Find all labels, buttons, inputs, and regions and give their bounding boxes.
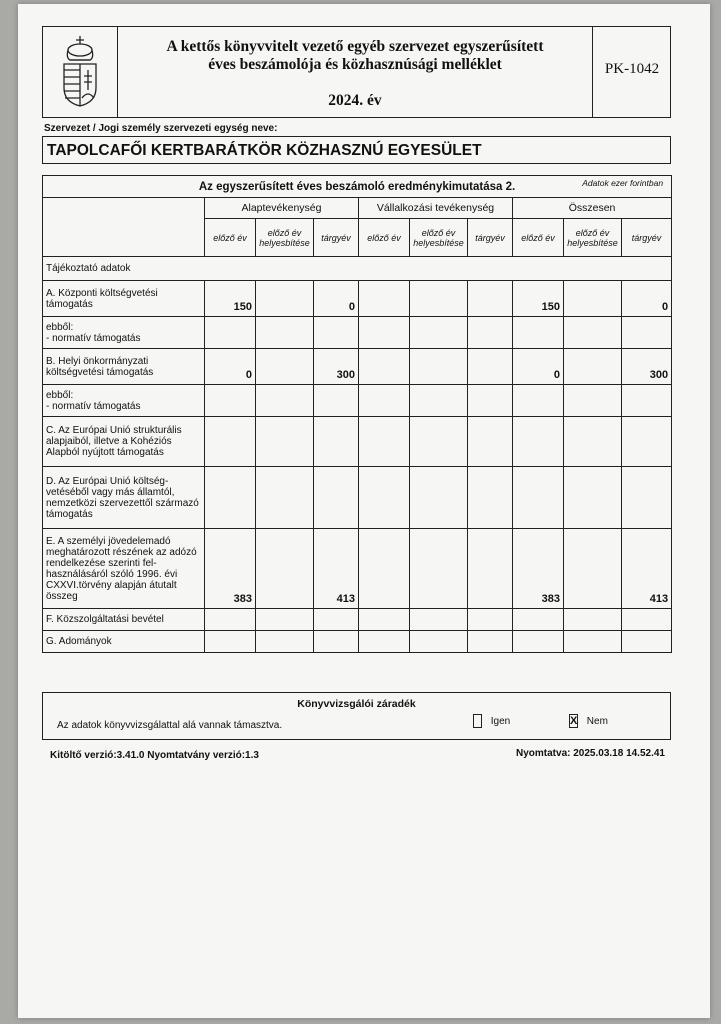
version-info: Kitöltő verzió:3.41.0 Nyomtatvány verzió:1.3 (50, 750, 259, 761)
value-cell (359, 631, 410, 653)
value-cell (314, 317, 359, 349)
audit-yes-option[interactable] (473, 714, 510, 728)
table-row (43, 317, 672, 349)
value-cell: 413 (622, 529, 672, 609)
row-label: E. A személyi jövedelemadó meghatározott részének az adózó rendelkezése szerinti fel-használásáról szóló 1996. évi CXXVI.törvény alapján átutalt összeg (43, 529, 205, 609)
value-cell (256, 609, 314, 631)
row-label: ebből: - normatív támogatás (43, 385, 205, 417)
value-cell (468, 349, 513, 385)
value-cell (410, 609, 468, 631)
row-label: B. Helyi önkormányzati költségvetési támogatás (43, 349, 205, 385)
value-cell (359, 317, 410, 349)
value-cell (622, 417, 672, 467)
value-cell (314, 385, 359, 417)
org-name: TAPOLCAFŐI KERTBARÁTKÖR KÖZHASZNÚ EGYESÜLET (47, 142, 482, 159)
value-cell (256, 529, 314, 609)
table-title: Az egyszerűsített éves beszámoló eredménykimutatása 2. (198, 181, 516, 193)
value-cell (314, 467, 359, 529)
table-row (43, 385, 672, 417)
value-cell (256, 631, 314, 653)
group-header-total: Összesen (513, 198, 672, 219)
value-cell (513, 317, 564, 349)
yes-checkbox[interactable] (473, 714, 482, 728)
label-header-cell (43, 198, 205, 257)
value-cell (468, 529, 513, 609)
value-cell (622, 385, 672, 417)
value-cell (205, 417, 256, 467)
hungarian-coat-of-arms-icon (56, 32, 104, 110)
value-cell (256, 385, 314, 417)
subheader-correction: előző év helyesbítése (564, 219, 622, 257)
value-cell (256, 417, 314, 467)
value-cell (564, 385, 622, 417)
audit-box (42, 692, 671, 740)
value-cell (410, 529, 468, 609)
value-cell (256, 349, 314, 385)
value-cell (468, 385, 513, 417)
subheader-current: tárgyév (468, 219, 513, 257)
unit-note: Adatok ezer forintban (582, 178, 664, 188)
value-cell (314, 631, 359, 653)
form-year: 2024. év (328, 92, 382, 109)
table-row (43, 467, 672, 529)
row-label: C. Az Európai Unió strukturális alapjaiból, illetve a Kohéziós Alapból nyújtott támogatás (43, 417, 205, 467)
value-cell (410, 317, 468, 349)
table-title-row (43, 176, 672, 198)
value-cell (622, 631, 672, 653)
value-cell (256, 317, 314, 349)
subheader-current: tárgyév (314, 219, 359, 257)
row-label: F. Közszolgáltatási bevétel (43, 609, 205, 631)
value-cell (468, 467, 513, 529)
value-cell: 0 (205, 349, 256, 385)
value-cell (205, 467, 256, 529)
row-label: A. Központi költségvetési támogatás (43, 281, 205, 317)
value-cell: 383 (205, 529, 256, 609)
value-cell (468, 281, 513, 317)
value-cell (622, 609, 672, 631)
value-cell (468, 417, 513, 467)
subheader-correction: előző év helyesbítése (410, 219, 468, 257)
table-row (43, 631, 672, 653)
audit-title: Könyvvizsgálói záradék (297, 698, 416, 710)
value-cell (410, 467, 468, 529)
value-cell (359, 281, 410, 317)
value-cell (564, 349, 622, 385)
value-cell (513, 467, 564, 529)
value-cell (205, 609, 256, 631)
value-cell (564, 609, 622, 631)
value-cell (359, 529, 410, 609)
group-header-base: Alaptevékenység (205, 198, 359, 219)
value-cell: 300 (314, 349, 359, 385)
value-cell (205, 385, 256, 417)
value-cell: 413 (314, 529, 359, 609)
value-cell (513, 631, 564, 653)
value-cell (410, 417, 468, 467)
value-cell: 150 (205, 281, 256, 317)
subheader-prev: előző év (513, 219, 564, 257)
yes-label: Igen (490, 715, 511, 727)
value-cell: 0 (314, 281, 359, 317)
row-label: D. Az Európai Unió költség-vetéséből vagy más államtól, nemzetközi szervezettől származó támogatás (43, 467, 205, 529)
value-cell (468, 317, 513, 349)
value-cell (205, 631, 256, 653)
value-cell: 0 (622, 281, 672, 317)
value-cell (622, 467, 672, 529)
value-cell (564, 317, 622, 349)
value-cell (513, 417, 564, 467)
value-cell (314, 417, 359, 467)
value-cell (564, 467, 622, 529)
section-label: Tájékoztató adatok (43, 257, 672, 281)
form-code: PK-1042 (604, 61, 660, 77)
group-header-business: Vállalkozási tevékenység (359, 198, 513, 219)
table-row (43, 349, 672, 385)
subheader-current: tárgyév (622, 219, 672, 257)
value-cell (256, 467, 314, 529)
value-cell (564, 417, 622, 467)
table-row (43, 609, 672, 631)
org-name-box (42, 136, 671, 164)
row-label: G. Adományok (43, 631, 205, 653)
value-cell (410, 349, 468, 385)
value-cell (468, 609, 513, 631)
income-statement-table (42, 175, 672, 653)
no-label: Nem (586, 715, 608, 727)
value-cell (468, 631, 513, 653)
value-cell (513, 385, 564, 417)
value-cell (314, 609, 359, 631)
org-label: Szervezet / Jogi személy szervezeti egység neve: (44, 123, 278, 134)
table-row (43, 529, 672, 609)
value-cell (564, 631, 622, 653)
subheader-correction: előző év helyesbítése (256, 219, 314, 257)
form-title-line1: A kettős könyvvitelt vezető egyéb szervezet egyszerűsített (166, 38, 544, 55)
value-cell (564, 281, 622, 317)
value-cell (359, 467, 410, 529)
value-cell (359, 385, 410, 417)
value-cell: 150 (513, 281, 564, 317)
table-row (43, 281, 672, 317)
audit-no-option[interactable] (569, 714, 608, 728)
subheader-prev: előző év (359, 219, 410, 257)
value-cell (410, 281, 468, 317)
subheader-prev: előző év (205, 219, 256, 257)
value-cell (359, 609, 410, 631)
value-cell (205, 317, 256, 349)
value-cell (564, 529, 622, 609)
print-timestamp: Nyomtatva: 2025.03.18 14.52.41 (516, 748, 665, 759)
value-cell (410, 385, 468, 417)
value-cell (359, 417, 410, 467)
audit-statement: Az adatok könyvvizsgálattal alá vannak támasztva. (57, 720, 283, 731)
value-cell (513, 609, 564, 631)
value-cell: 300 (622, 349, 672, 385)
value-cell: 383 (513, 529, 564, 609)
value-cell (359, 349, 410, 385)
value-cell (256, 281, 314, 317)
value-cell: 0 (513, 349, 564, 385)
row-label: ebből: - normatív támogatás (43, 317, 205, 349)
value-cell (410, 631, 468, 653)
form-title-line2: éves beszámolója és közhasznúsági melléklet (208, 56, 502, 73)
table-row (43, 417, 672, 467)
no-checkbox[interactable]: X (570, 715, 578, 727)
value-cell (622, 317, 672, 349)
